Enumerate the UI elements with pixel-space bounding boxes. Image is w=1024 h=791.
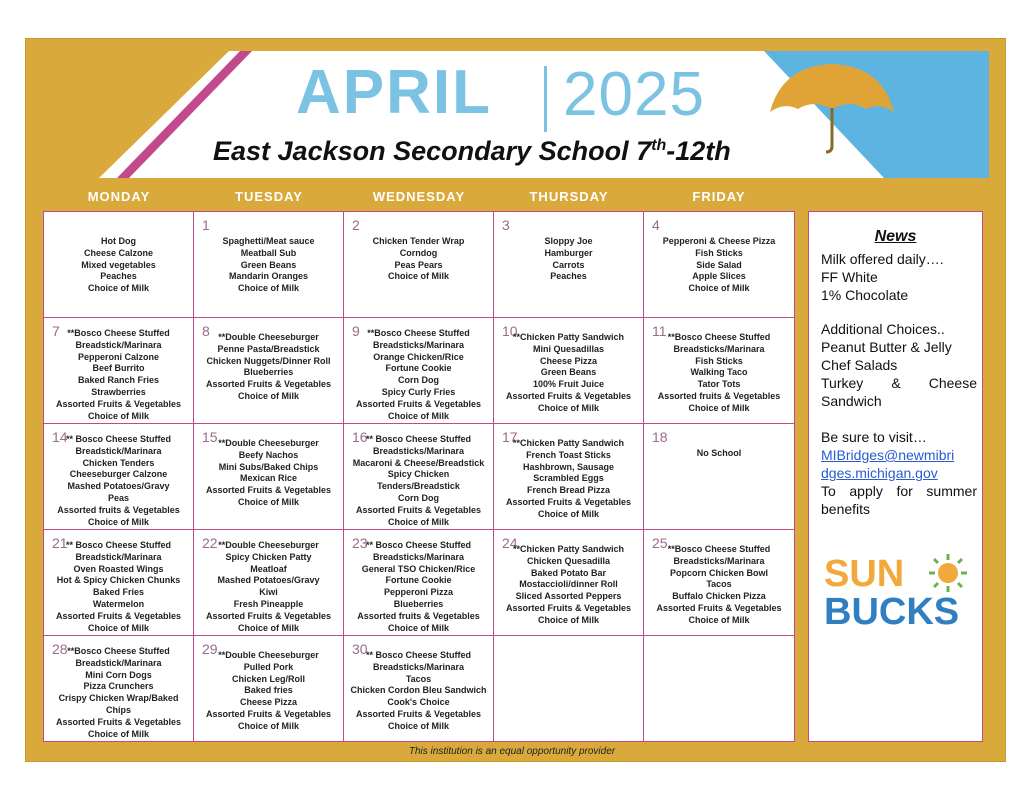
day-number: 7 — [52, 323, 60, 339]
menu-list — [44, 236, 193, 295]
day-number: 21 — [52, 535, 68, 551]
menu-item: Choice of Milk — [237, 496, 299, 507]
menu-item: Fish Sticks — [695, 247, 743, 258]
day-number: 24 — [502, 535, 518, 551]
menu-item: Assorted Fruits & Vegetables — [355, 398, 482, 409]
menu-list — [344, 328, 493, 422]
menu-item: Choice of Milk — [87, 516, 149, 527]
menu-item: Peas Pears — [394, 259, 443, 270]
menu-item: 100% Fruit Juice — [532, 379, 605, 390]
menu-item: Choice of Milk — [87, 622, 149, 633]
day-cell — [194, 212, 344, 318]
menu-item: French Bread Pizza — [526, 485, 611, 496]
menu-list — [644, 236, 794, 295]
mibridges-link[interactable] — [821, 446, 977, 464]
menu-item: Assorted Fruits & Vegetables — [55, 716, 182, 727]
menu-item: Carrots — [552, 259, 585, 270]
menu-item: Choice of Milk — [387, 622, 449, 633]
mibridges-link-line[interactable]: dges.michigan.gov — [821, 465, 938, 481]
menu-item: Kiwi — [259, 587, 278, 598]
menu-item: Chicken Tenders — [82, 457, 155, 468]
menu-item: Corndog — [399, 247, 438, 258]
day-number: 2 — [352, 217, 360, 233]
menu-item: **Double Cheeseburger — [218, 332, 319, 342]
menu-list — [494, 236, 643, 283]
menu-item: Fresh Pineapple — [233, 598, 304, 609]
menu-item: Assorted Fruits & Vegetables — [656, 602, 782, 613]
menu-item: Scrambled Eggs — [533, 473, 604, 484]
menu-item: Breadstick/Marinara — [75, 445, 162, 456]
day-number: 11 — [652, 323, 667, 339]
menu-item: Tator Tots — [697, 379, 741, 390]
menu-item: Assorted Fruits & Vegetables — [205, 485, 332, 496]
school-name-text: East Jackson Secondary School 7 — [213, 136, 652, 166]
menu-item: Mini Subs/Baked Chips — [218, 461, 319, 472]
menu-item: Green Beans — [540, 367, 597, 378]
day-number: 29 — [202, 641, 218, 657]
news-title: News — [874, 228, 917, 245]
menu-item: Cheese Pizza — [239, 697, 298, 708]
menu-item: Cook's Choice — [387, 697, 450, 708]
day-cell — [344, 530, 494, 636]
grade-range: -12th — [666, 136, 731, 166]
menu-item: Choice of Milk — [537, 614, 599, 625]
menu-item: Spaghetti/Meat sauce — [222, 236, 315, 246]
mibridges-link-cont[interactable] — [821, 464, 977, 482]
title-month: APRIL — [296, 58, 492, 127]
menu-item: Fortune Cookie — [385, 575, 452, 586]
menu-item: Choice of Milk — [688, 614, 750, 625]
title-separator — [544, 66, 547, 132]
menu-item: Chicken Nuggets/Dinner Roll — [206, 355, 331, 366]
menu-item: Choice of Milk — [537, 402, 599, 413]
menu-list — [644, 544, 794, 627]
menu-list — [644, 448, 794, 460]
menu-item: Pizza Crunchers — [83, 681, 154, 692]
menu-item: Walking Taco — [690, 367, 748, 378]
menu-item: Baked Ranch Fries — [77, 375, 160, 386]
news-additional-line: Chef Salads — [821, 357, 898, 373]
menu-item: Assorted Fruits & Vegetables — [205, 610, 332, 621]
day-cell — [194, 636, 344, 742]
menu-item: ** Bosco Cheese Stuffed — [65, 540, 172, 550]
sunbucks-line2: BUCKS — [824, 591, 960, 633]
news-additional-line: Additional Choices.. — [821, 321, 945, 337]
menu-item: Hot & Spicy Chicken Chunks — [56, 575, 181, 586]
day-number: 25 — [652, 535, 668, 551]
menu-item: Pepperoni Pizza — [383, 587, 454, 598]
day-header-thursday: THURSDAY — [529, 189, 609, 204]
menu-item: Baked Potato Bar — [530, 567, 607, 578]
menu-item: Meatball Sub — [240, 247, 297, 258]
menu-item: **Chicken Patty Sandwich — [512, 544, 625, 554]
day-cell — [494, 212, 644, 318]
day-number: 28 — [52, 641, 68, 657]
menu-list — [344, 434, 493, 528]
menu-item: Assorted fruits & Vegetables — [357, 610, 480, 621]
menu-list — [194, 332, 343, 403]
menu-item: Cheese Calzone — [83, 247, 154, 258]
school-name — [213, 138, 731, 165]
menu-item: Breadstick/Marinara — [75, 551, 162, 562]
menu-item: Choice of Milk — [387, 271, 449, 282]
menu-item: Mashed Potatoes/Gravy — [67, 481, 170, 492]
menu-item: Breadsticks/Marinara — [372, 661, 465, 672]
day-cell — [344, 424, 494, 530]
menu-item: Tacos — [405, 673, 432, 684]
menu-item: Assorted Fruits & Vegetables — [205, 708, 332, 719]
menu-list — [494, 332, 643, 415]
menu-item: Pepperoni Calzone — [77, 351, 159, 362]
day-cell — [644, 424, 794, 530]
day-cell — [44, 530, 194, 636]
menu-item: Side Salad — [696, 259, 742, 270]
menu-calendar-grid — [43, 211, 795, 742]
day-cell — [194, 530, 344, 636]
news-apply-line: benefits — [821, 501, 871, 517]
day-number: 8 — [202, 323, 210, 339]
menu-item: Choice of Milk — [237, 720, 299, 731]
menu-item: Mexican Rice — [239, 473, 298, 484]
day-cell — [494, 424, 644, 530]
menu-item: Breadstick/Marinara — [75, 657, 162, 668]
umbrella-icon — [762, 54, 902, 154]
menu-item: Breadsticks/Marinara — [372, 551, 465, 562]
day-cell — [344, 636, 494, 742]
menu-item: General TSO Chicken/Rice — [361, 563, 476, 574]
menu-item: Green Beans — [240, 259, 297, 270]
menu-item: Chicken Quesadilla — [526, 555, 611, 566]
menu-item: Spicy Chicken — [387, 469, 450, 480]
menu-item: Assorted Fruits & Vegetables — [55, 610, 182, 621]
menu-item: No School — [696, 448, 742, 458]
news-visit — [821, 428, 977, 518]
news-additional — [821, 320, 977, 410]
day-header-monday: MONDAY — [87, 189, 151, 204]
menu-item: Tenders/Breadstick — [377, 481, 460, 492]
menu-item: Mixed vegetables — [81, 259, 156, 270]
day-cell — [494, 318, 644, 424]
mibridges-link-line[interactable]: MIBridges@newmibri — [821, 447, 955, 463]
menu-item: Sliced Assorted Peppers — [515, 591, 622, 602]
menu-item: Choice of Milk — [387, 410, 449, 421]
news-visit-line: Be sure to visit… — [821, 429, 927, 445]
menu-list — [44, 434, 193, 528]
menu-item: Oven Roasted Wings — [73, 563, 164, 574]
menu-list — [194, 438, 343, 509]
grade-superscript: th — [651, 137, 667, 154]
menu-list — [194, 650, 343, 733]
menu-item: **Chicken Patty Sandwich — [512, 332, 625, 342]
menu-item: Macaroni & Cheese/Breadstick — [352, 457, 485, 468]
menu-item: Assorted fruits & Vegetables — [657, 390, 781, 401]
menu-item: Choice of Milk — [537, 508, 599, 519]
day-headers — [44, 186, 794, 208]
news-apply-line: To apply for summer — [821, 483, 977, 499]
menu-list — [44, 328, 193, 422]
day-cell — [344, 212, 494, 318]
menu-item: Choice of Milk — [87, 283, 149, 294]
menu-item: Choice of Milk — [688, 283, 750, 294]
menu-item: Assorted fruits & Vegetables — [57, 504, 180, 515]
menu-item: Breadsticks/Marinara — [372, 445, 465, 456]
menu-item: Choice of Milk — [87, 410, 149, 421]
menu-item: Assorted Fruits & Vegetables — [355, 708, 482, 719]
menu-item: Tacos — [706, 579, 732, 590]
day-cell — [644, 636, 794, 742]
menu-item: Peaches — [100, 271, 137, 282]
title-year: 2025 — [563, 60, 705, 129]
day-cell — [644, 530, 794, 636]
menu-item: Spicy Chicken Patty — [225, 551, 312, 562]
menu-item: Blueberries — [393, 598, 444, 609]
menu-item: Assorted Fruits & Vegetables — [505, 602, 632, 613]
menu-item: Chicken Tender Wrap — [372, 236, 465, 246]
menu-list — [44, 540, 193, 634]
menu-item: Assorted Fruits & Vegetables — [55, 398, 182, 409]
menu-item: Peaches — [550, 271, 587, 282]
menu-item: Penne Pasta/Breadstick — [217, 343, 320, 354]
menu-list — [194, 540, 343, 634]
menu-item: Corn Dog — [398, 375, 439, 386]
menu-item: Pepperoni & Cheese Pizza — [662, 236, 776, 246]
menu-item: **Bosco Cheese Stuffed — [667, 332, 771, 342]
menu-item: **Chicken Patty Sandwich — [512, 438, 625, 448]
menu-item: **Bosco Cheese Stuffed — [667, 544, 771, 554]
day-number: 4 — [652, 217, 660, 233]
day-cell — [494, 636, 644, 742]
menu-item: **Bosco Cheese Stuffed — [367, 328, 470, 338]
menu-item: Breadsticks/Marinara — [673, 343, 765, 354]
menu-item: **Bosco Cheese Stuffed — [67, 328, 170, 338]
menu-item: **Bosco Cheese Stuffed — [67, 646, 170, 656]
news-additional-line: Sandwich — [821, 393, 882, 409]
menu-item: Breadstick/Marinara — [75, 339, 162, 350]
menu-item: Assorted Fruits & Vegetables — [205, 379, 332, 390]
day-number: 17 — [502, 429, 518, 445]
menu-item: Beef Burrito — [92, 363, 145, 374]
news-milk-line: FF White — [821, 269, 878, 285]
menu-list — [44, 646, 193, 740]
menu-item: Orange Chicken/Rice — [373, 351, 464, 362]
day-number: 30 — [352, 641, 368, 657]
news-milk-line: Milk offered daily…. — [821, 251, 944, 267]
menu-item: Buffalo Chicken Pizza — [672, 591, 766, 602]
menu-item: Hot Dog — [101, 236, 136, 246]
menu-item: Mini Quesadillas — [532, 343, 605, 354]
day-number: 23 — [352, 535, 368, 551]
day-cell — [644, 318, 794, 424]
menu-item: **Double Cheeseburger — [218, 650, 319, 660]
menu-item: Choice of Milk — [87, 728, 149, 739]
menu-item: Mostaccioli/dinner Roll — [519, 579, 618, 590]
menu-item: Choice of Milk — [387, 516, 449, 527]
menu-item: Corn Dog — [398, 492, 439, 503]
menu-item: Beefy Nachos — [238, 449, 299, 460]
news-milk-line: 1% Chocolate — [821, 287, 909, 303]
day-cell — [44, 318, 194, 424]
day-number: 10 — [502, 323, 518, 339]
menu-item: Assorted Fruits & Vegetables — [505, 390, 632, 401]
menu-item: Choice of Milk — [237, 390, 299, 401]
menu-list — [494, 438, 643, 521]
news-additional-line: Turkey & Cheese — [821, 375, 977, 391]
day-header-wednesday: WEDNESDAY — [372, 189, 466, 204]
menu-item: Baked fries — [244, 685, 293, 696]
menu-item: Cheese Pizza — [539, 355, 598, 366]
menu-item: Choice of Milk — [237, 622, 299, 633]
menu-item: Choice of Milk — [688, 402, 750, 413]
menu-item: Sloppy Joe — [544, 236, 593, 246]
day-number: 1 — [202, 217, 210, 233]
day-cell — [44, 212, 194, 318]
menu-item: **Double Cheeseburger — [218, 540, 319, 550]
menu-item: Crispy Chicken Wrap/Baked — [58, 693, 179, 704]
menu-item: Fish Sticks — [695, 355, 743, 366]
menu-item: Mandarin Oranges — [228, 271, 309, 282]
day-number: 16 — [352, 429, 368, 445]
news-additional-line: Peanut Butter & Jelly — [821, 339, 952, 355]
day-header-friday: FRIDAY — [692, 189, 746, 204]
menu-list — [494, 544, 643, 627]
menu-item: Blueberries — [243, 367, 294, 378]
menu-list — [644, 332, 794, 415]
day-number: 22 — [202, 535, 218, 551]
menu-list — [194, 236, 343, 295]
sunbucks-sun-text: SUN — [824, 553, 905, 595]
menu-item: Chips — [105, 704, 131, 715]
menu-item: Mini Corn Dogs — [85, 669, 152, 680]
day-number: 9 — [352, 323, 360, 339]
menu-item: Choice of Milk — [237, 283, 299, 294]
day-number: 15 — [202, 429, 218, 445]
sun-icon — [928, 553, 968, 593]
menu-item: ** Bosco Cheese Stuffed — [365, 650, 472, 660]
menu-item: Fortune Cookie — [385, 363, 452, 374]
menu-item: Spicy Curly Fries — [381, 386, 456, 397]
menu-item: Baked Fries — [92, 587, 145, 598]
menu-item: Watermelon — [92, 598, 145, 609]
menu-item: Chicken Leg/Roll — [231, 673, 305, 684]
news-panel — [808, 211, 983, 742]
menu-item: Chicken Cordon Bleu Sandwich — [350, 685, 487, 696]
menu-list — [344, 236, 493, 283]
menu-item: ** Bosco Cheese Stuffed — [365, 434, 472, 444]
menu-item: Choice of Milk — [387, 720, 449, 731]
menu-list — [344, 650, 493, 733]
menu-list — [344, 540, 493, 634]
menu-item: Peas — [107, 492, 130, 503]
menu-item: Cheeseburger Calzone — [69, 469, 168, 480]
menu-item: French Toast Sticks — [526, 449, 611, 460]
day-cell — [644, 212, 794, 318]
menu-item: Strawberries — [91, 386, 146, 397]
day-number: 14 — [52, 429, 68, 445]
menu-item: Breadsticks/Marinara — [372, 339, 465, 350]
menu-item: Breadsticks/Marinara — [673, 555, 765, 566]
day-cell — [494, 530, 644, 636]
menu-item: Pulled Pork — [243, 661, 294, 672]
day-header-tuesday: TUESDAY — [235, 189, 303, 204]
day-cell — [194, 424, 344, 530]
menu-item: ** Bosco Cheese Stuffed — [65, 434, 172, 444]
menu-item: **Double Cheeseburger — [218, 438, 319, 448]
day-number: 18 — [652, 429, 668, 445]
menu-item: ** Bosco Cheese Stuffed — [365, 540, 472, 550]
day-cell — [194, 318, 344, 424]
menu-item: Meatloaf — [250, 563, 287, 574]
day-cell — [344, 318, 494, 424]
menu-item: Assorted Fruits & Vegetables — [505, 496, 632, 507]
day-cell — [44, 636, 194, 742]
menu-item: Mashed Potatoes/Gravy — [217, 575, 320, 586]
footer-note: This institution is an equal opportunity provider — [408, 746, 616, 757]
menu-item: Assorted Fruits & Vegetables — [355, 504, 482, 515]
menu-item: Apple Slices — [692, 271, 746, 282]
menu-item: Popcorn Chicken Bowl — [669, 567, 768, 578]
day-cell — [44, 424, 194, 530]
day-number: 3 — [502, 217, 510, 233]
menu-item: Hashbrown, Sausage — [522, 461, 615, 472]
menu-item: Hamburger — [544, 247, 593, 258]
news-milk — [821, 250, 977, 304]
